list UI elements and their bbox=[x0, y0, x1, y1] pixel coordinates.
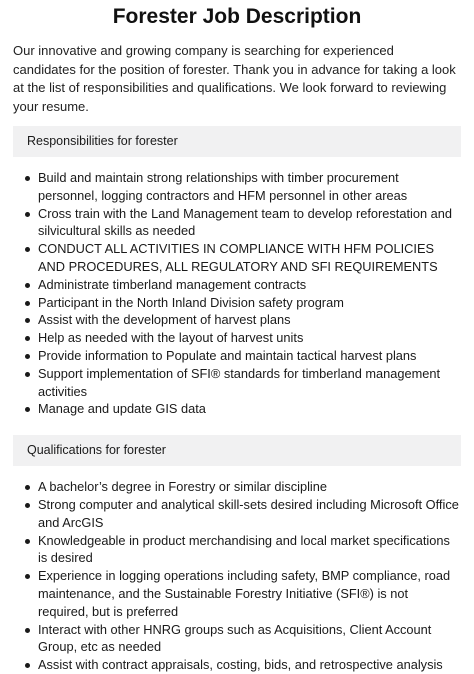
bullet-icon bbox=[25, 212, 30, 217]
list-item bbox=[13, 276, 461, 294]
list-item-text: Strong computer and analytical skill-sets desired including Microsoft Office and ArcGIS bbox=[38, 496, 459, 530]
list-item-text: Help as needed with the layout of harvest units bbox=[38, 330, 304, 346]
list-item bbox=[13, 294, 461, 312]
list-item bbox=[13, 621, 461, 657]
list-item-text: Build and maintain strong relationships with timber procurement personnel, logging contractors and HFM personnel in other areas bbox=[38, 170, 408, 203]
list-item bbox=[13, 656, 461, 674]
bullet-icon bbox=[25, 574, 30, 579]
list-item-text: Cross train with the Land Management team to develop reforestation and silvicultural skills as needed bbox=[38, 205, 453, 239]
list-item-text: A bachelor’s degree in Forestry or similar discipline bbox=[38, 479, 328, 495]
list-item-text: Assist with the development of harvest plans bbox=[38, 312, 291, 328]
intro-paragraph: Our innovative and growing company is searching for experienced candidates for the position of forester. Thank you in advance for taking a look at the list of responsibilities and qualifications. We look forward to reviewing your resume. bbox=[13, 43, 456, 114]
list-item bbox=[13, 478, 461, 496]
responsibilities-list bbox=[13, 169, 461, 418]
bullet-icon bbox=[25, 283, 30, 288]
qualifications-list bbox=[13, 478, 461, 674]
bullet-icon bbox=[25, 354, 30, 359]
list-item bbox=[13, 400, 461, 418]
list-item bbox=[13, 347, 461, 365]
list-item bbox=[13, 169, 461, 205]
list-item-text: Administrate timberland management contracts bbox=[38, 276, 307, 292]
list-item bbox=[13, 365, 461, 401]
list-item bbox=[13, 329, 461, 347]
list-item-text: Manage and update GIS data bbox=[38, 401, 206, 417]
bullet-icon bbox=[25, 663, 30, 668]
bullet-icon bbox=[25, 628, 30, 633]
list-item bbox=[13, 496, 461, 532]
bullet-icon bbox=[25, 372, 30, 377]
list-item-text: Provide information to Populate and maintain tactical harvest plans bbox=[38, 347, 417, 363]
list-item-text: Support implementation of SFI® standards for timberland management activities bbox=[38, 365, 441, 399]
list-item-text: Participant in the North Inland Division safety program bbox=[38, 294, 344, 310]
list-item-text: Interact with other HNRG groups such as Acquisitions, Client Account Group, etc as needed bbox=[38, 621, 432, 655]
bullet-icon bbox=[25, 318, 30, 323]
list-item bbox=[13, 240, 461, 276]
bullet-icon bbox=[25, 336, 30, 341]
bullet-icon bbox=[25, 539, 30, 544]
list-item bbox=[13, 567, 461, 620]
responsibilities-heading: Responsibilities for forester bbox=[13, 126, 461, 157]
list-item bbox=[13, 311, 461, 329]
page-title: Forester Job Description bbox=[112, 5, 362, 28]
qualifications-heading: Qualifications for forester bbox=[13, 435, 461, 466]
bullet-icon bbox=[25, 407, 30, 412]
bullet-icon bbox=[25, 485, 30, 490]
list-item bbox=[13, 532, 461, 568]
list-item-text: CONDUCT ALL ACTIVITIES IN COMPLIANCE WITH HFM POLICIES AND PROCEDURES, ALL REGULATORY AND SFI REQUIREMENTS bbox=[38, 241, 438, 274]
bullet-icon bbox=[25, 247, 30, 252]
list-item-text: Experience in logging operations including safety, BMP compliance, road maintenance, and the Sustainable Forestry Initiative (SFI®) is not required, but is preferred bbox=[38, 568, 451, 619]
bullet-icon bbox=[25, 503, 30, 508]
bullet-icon bbox=[25, 301, 30, 306]
bullet-icon bbox=[25, 176, 30, 181]
list-item-text: Knowledgeable in product merchandising and local market specifications is desired bbox=[38, 532, 450, 566]
list-item-text: Assist with contract appraisals, costing, bids, and retrospective analysis bbox=[38, 657, 443, 673]
list-item bbox=[13, 205, 461, 241]
